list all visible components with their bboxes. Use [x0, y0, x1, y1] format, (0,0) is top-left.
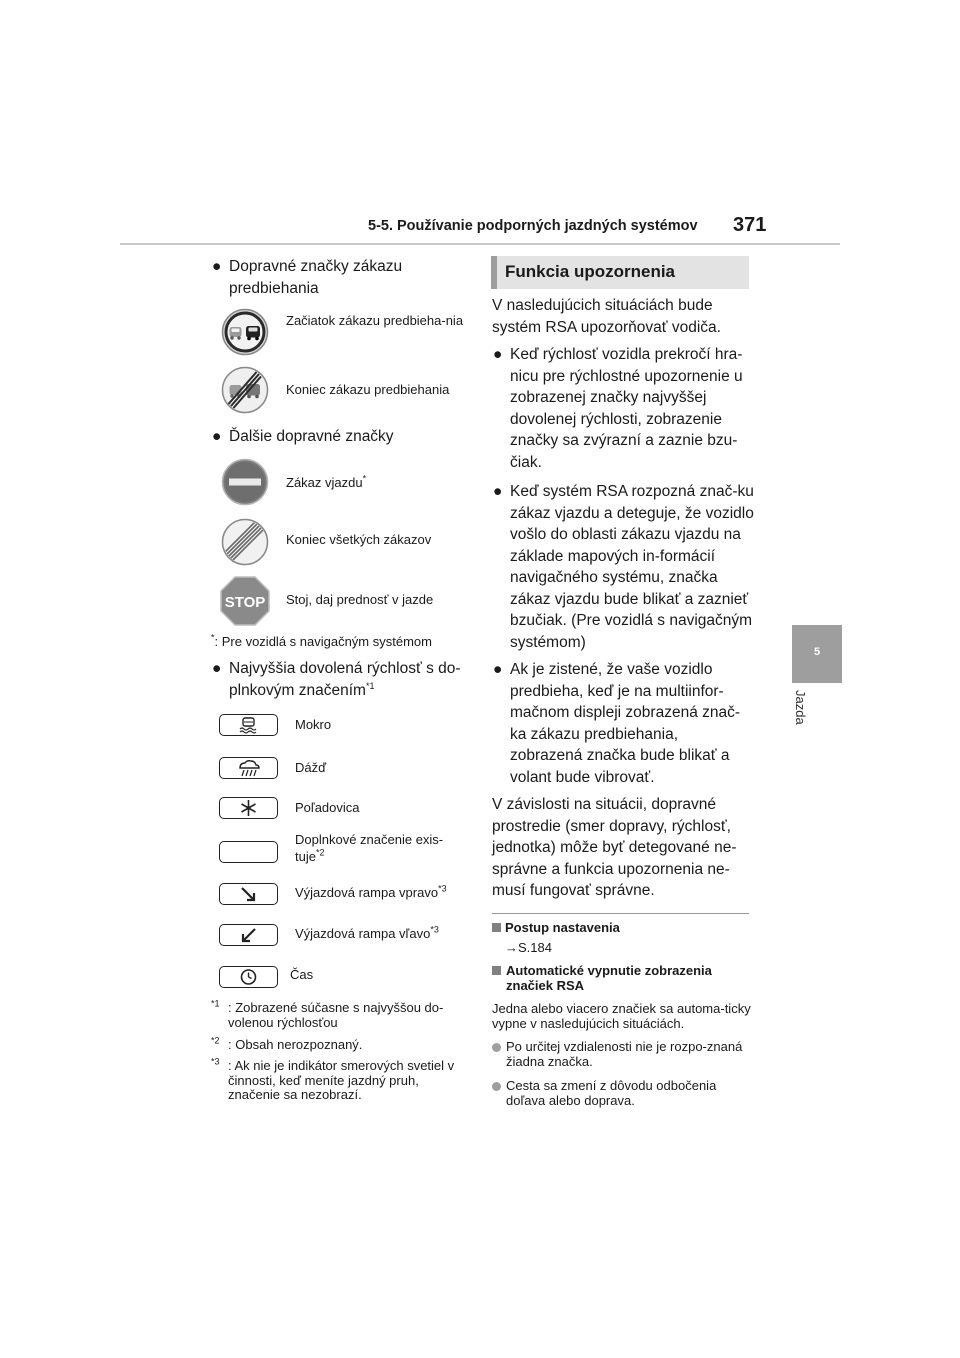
sign-label: Koniec všetkých zákazov: [286, 532, 432, 547]
panel-label: Dážď: [295, 760, 327, 775]
panel-label: Výjazdová rampa vľavo$^{*3}$: [295, 924, 439, 941]
subheading-settings: Postup nastavenia: [492, 919, 620, 936]
stop-sign-text: STOP: [224, 594, 266, 611]
page-number: 371: [733, 214, 767, 236]
warning-item: ● Keď rýchlosť vozidla prekročí hra-nicu pre rýchlostné upozornenie u zobrazenej značky najvyššej dovolenej rýchlosti, zobrazenie značky sa zvýrazní a zaznie bzu-čiak.: [493, 346, 743, 471]
ice-icon: [219, 797, 278, 819]
bullet-other-signs: ● Ďalšie dopravné značky: [229, 426, 394, 448]
bullet-no-overtaking: ● Dopravné značky zákazu predbiehania: [212, 258, 403, 297]
auto-off-item: Cesta sa zmení z dôvodu odbočenia doľava alebo doprava.: [492, 1079, 750, 1108]
sign-label: Koniec zákazu predbiehania: [286, 382, 450, 397]
bullet-dot-icon: ●: [212, 258, 222, 275]
exit-left-icon: [219, 924, 278, 946]
intro-paragraph: V nasledujúcich situáciách bude systém RSA upozorňovať vodiča.: [492, 297, 721, 336]
end-no-overtaking-icon: [221, 366, 269, 414]
bullet-dot-icon: ●: [493, 661, 503, 678]
auto-off-item: Po určitej vzdialenosti nie je rozpo-znaná žiadna značka.: [492, 1040, 750, 1069]
footnote-1: $^{*1}$ : Zobrazené súčasne s najvyššou do-volenou rýchlosťou: [211, 998, 444, 1030]
footnote-2: $^{*2}$ : Obsah nerozpoznaný.: [211, 1035, 363, 1052]
panel-label: Poľadovica: [295, 800, 360, 815]
panel-label: Mokro: [295, 717, 332, 732]
section-title: 5-5. Používanie podporných jazdných systémov: [368, 218, 698, 234]
bullet-dot-icon: ●: [493, 346, 503, 363]
blank-panel-icon: [219, 841, 278, 863]
condition-paragraph: V závislosti na situácii, dopravné prostredie (smer dopravy, rýchlosť, jednotka) môže byť detegované ne-správne a funkcia upozornenia ne-musí fungovať správne.: [492, 796, 737, 899]
warning-item: ● Keď systém RSA rozpozná znač-ku zákaz vjazdu a deteguje, že vozidlo vošlo do oblasti zákazu vjazdu na základe mapových in-formácií navigačného systému, značka zákaz vjazdu bude blikať a zaznieť bzučiak. (Pre vozidlá s navigačným systémom): [493, 483, 754, 651]
no-entry-icon: [221, 458, 269, 506]
settings-page-ref[interactable]: →S.184: [505, 940, 552, 955]
section-heading: Funkcia upozornenia: [505, 262, 676, 281]
end-all-restrictions-icon: [221, 518, 269, 566]
warning-item: ● Ak je zistené, že vaše vozidlo predbieha, keď je na multiinfor-mačnom displeji zobrazená znač-ka zákazu predbiehania, zobrazená značka bude blikať a volant bude vibrovať.: [493, 661, 741, 786]
bullet-dot-icon: [492, 1082, 501, 1091]
panel-label: Výjazdová rampa vpravo$^{*3}$: [295, 883, 447, 900]
footnote-navigation: *: Pre vozidlá s navigačným systémom: [211, 632, 432, 649]
panel-label: Čas: [290, 967, 314, 982]
no-overtaking-icon: [221, 308, 269, 356]
bullet-dot-icon: ●: [212, 428, 222, 445]
auto-off-text: Jedna alebo viacero značiek sa automa-ticky vypne v nasledujúcich situáciách.: [492, 1001, 751, 1031]
exit-right-icon: [219, 883, 278, 905]
panel-label: Doplnkové značenie exis-tuje$^{*2}$: [295, 832, 444, 864]
wet-road-icon: [219, 714, 278, 736]
sign-label: Začiatok zákazu predbieha-nia: [286, 313, 464, 328]
clock-icon: [219, 966, 278, 988]
subheading-auto-off: Automatické vypnutie zobrazenia značiek RSA: [492, 963, 750, 993]
bullet-dot-icon: [492, 1043, 501, 1052]
bullet-dot-icon: ●: [212, 660, 222, 677]
footnote-3: $^{*3}$ : Ak nie je indikátor smerových svetiel v činnosti, keď meníte jazdný pruh, značenie sa nezobrazí.: [211, 1056, 455, 1103]
bullet-dot-icon: ●: [493, 483, 503, 500]
chapter-number: 5: [813, 646, 821, 658]
stop-sign-icon: [220, 576, 270, 626]
rain-icon: [219, 757, 278, 779]
subsection-rule: [492, 913, 749, 914]
section-heading-bar: [491, 256, 749, 289]
sign-label: Stoj, daj prednosť v jazde: [286, 592, 434, 607]
header-rule: [120, 243, 840, 245]
chapter-label: Jazda: [793, 690, 808, 725]
bullet-speed-supplementary: ● Najvyššia dovolená rýchlosť s do-plnkovým značením$^{*1}$: [212, 660, 461, 699]
sign-label: Zákaz vjazdu*: [286, 473, 367, 490]
